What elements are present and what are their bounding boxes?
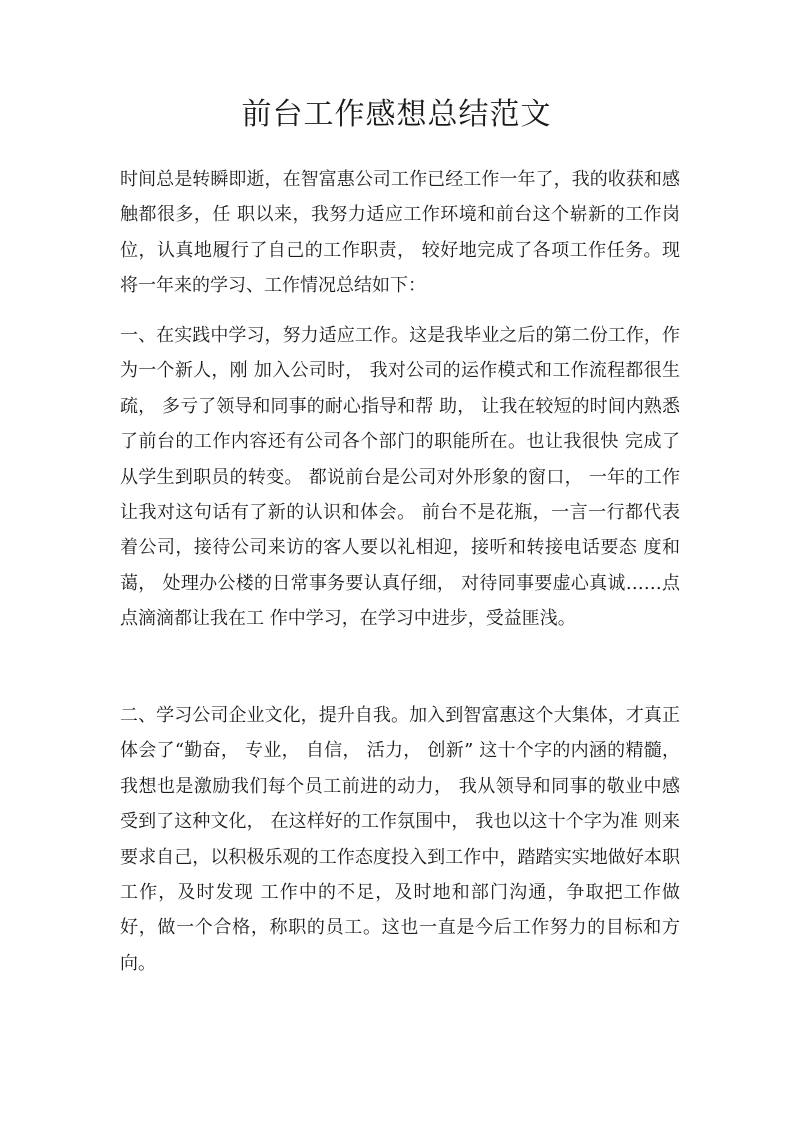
paragraph-intro: 时间总是转瞬即逝，在智富惠公司工作已经工作一年了，我的收获和感触都很多，任 职以来，我努力适应工作环境和前台这个崭新的工作岗位，认真地履行了自己的工作职责， 较好地完成了各项工作任务。现将一年来的学习、工作情况总结如下：: [120, 169, 680, 297]
paragraph-section-one: 一、在实践中学习，努力适应工作。这是我毕业之后的第二份工作，作为一个新人，刚 加入公司时， 我对公司的运作模式和工作流程都很生疏， 多亏了领导和同事的耐心指导和帮 助， 让我在较短的时间内熟悉了前台的工作内容还有公司各个部门的职能所在。也让我很快 完成了从学生到职员的转变。 都说前台是公司对外形象的窗口， 一年的工作让我对这句话有了新的认识和体会。 前台不是花瓶，一言一行都代表着公司，接待公司来访的客人要以礼相迎，接听和转接电话要态 度和蔼， 处理办公楼的日常事务要认真仔细， 对待同事要虚心真诚……点点滴滴都让我在工 作中学习，在学习中进步，受益匪浅。: [120, 325, 680, 630]
document-title: 前台工作感想总结范文: [241, 97, 552, 132]
paragraph-section-two: 二、学习公司企业文化，提升自我。加入到智富惠这个大集体，才真正体会了“勤奋， 专业， 自信， 活力， 创新” 这十个字的内涵的精髓， 我想也是激励我们每个员工前进的动力， 我从领导和同事的敬业中感受到了这种文化， 在这样好的工作氛围中， 我也以这十个字为准 则来要求自己，以积极乐观的工作态度投入到工作中，踏踏实实地做好本职工作，及时发现 工作中的不足，及时地和部门沟通，争取把工作做好，做一个合格，称职的员工。这也一直是今后工作努力的目标和方向。: [120, 705, 680, 974]
